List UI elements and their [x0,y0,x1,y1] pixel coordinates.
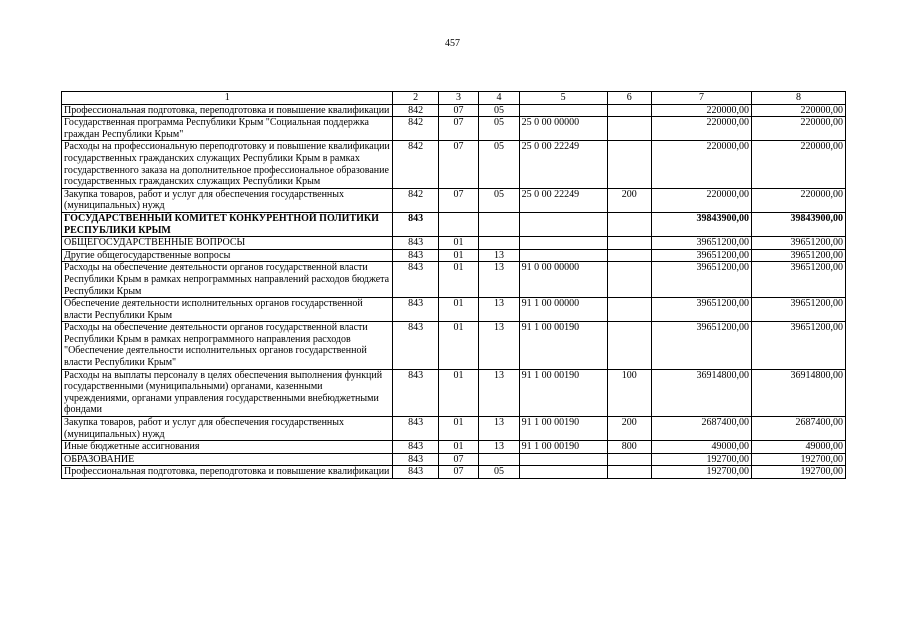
expense-type-cell [607,466,651,479]
amount-cell: 2687400,00 [651,417,751,441]
table-row [62,249,846,262]
subsection-code-cell: 05 [479,104,519,117]
subsection-code-cell: 05 [479,188,519,212]
ministry-code-cell: 843 [393,237,438,250]
item-name-cell: ОБЩЕГОСУДАРСТВЕННЫЕ ВОПРОСЫ [62,237,393,250]
subsection-code-cell [479,212,519,236]
table-row [62,104,846,117]
expense-type-cell [607,141,651,188]
column-header: 4 [479,92,519,105]
subsection-code-cell: 13 [479,262,519,298]
section-code-cell: 01 [438,262,478,298]
section-code-cell: 07 [438,117,478,141]
table-row [62,417,846,441]
expense-type-cell [607,117,651,141]
item-name-cell: Обеспечение деятельности исполнительных органов государственной власти Республики Крым [62,298,393,322]
ministry-code-cell: 843 [393,298,438,322]
ministry-code-cell: 843 [393,453,438,466]
item-name-cell: Расходы на обеспечение деятельности органов государственной власти Республики Крым в рамках непрограммного направления расходов "Обеспечение деятельности исполнительных органов государственной власти Республики Крым" [62,322,393,369]
target-article-cell [519,212,607,236]
subsection-code-cell: 13 [479,369,519,416]
ministry-code-cell: 843 [393,322,438,369]
amount-cell: 39651200,00 [752,249,846,262]
ministry-code-cell: 843 [393,466,438,479]
table-row [62,237,846,250]
amount-cell: 220000,00 [752,188,846,212]
table-row [62,466,846,479]
amount-cell: 49000,00 [752,441,846,454]
section-code-cell: 01 [438,249,478,262]
amount-cell: 220000,00 [752,141,846,188]
target-article-cell: 25 0 00 22249 [519,188,607,212]
ministry-code-cell: 843 [393,417,438,441]
section-code-cell: 01 [438,369,478,416]
amount-cell: 220000,00 [651,104,751,117]
section-code-cell [438,212,478,236]
expense-type-cell: 200 [607,188,651,212]
expense-type-cell [607,298,651,322]
item-name-cell: Расходы на выплаты персоналу в целях обеспечения выполнения функций государственными (муниципальными) органами, казенными учреждениями, органами управления государственными внебюджетными фондами [62,369,393,416]
expense-type-cell [607,212,651,236]
column-header: 6 [607,92,651,105]
amount-cell: 39651200,00 [752,237,846,250]
column-header: 5 [519,92,607,105]
amount-cell: 36914800,00 [651,369,751,416]
amount-cell: 192700,00 [752,453,846,466]
item-name-cell: Закупка товаров, работ и услуг для обеспечения государственных (муниципальных) нужд [62,417,393,441]
amount-cell: 192700,00 [752,466,846,479]
subsection-code-cell: 05 [479,141,519,188]
ministry-code-cell: 842 [393,117,438,141]
section-code-cell: 07 [438,104,478,117]
table-row [62,322,846,369]
amount-cell: 220000,00 [752,117,846,141]
subsection-code-cell: 13 [479,441,519,454]
item-name-cell: ГОСУДАРСТВЕННЫЙ КОМИТЕТ КОНКУРЕНТНОЙ ПОЛИТИКИ РЕСПУБЛИКИ КРЫМ [62,212,393,236]
expense-type-cell [607,237,651,250]
ministry-code-cell: 842 [393,104,438,117]
target-article-cell: 25 0 00 22249 [519,141,607,188]
amount-cell: 220000,00 [752,104,846,117]
section-code-cell: 07 [438,453,478,466]
expense-type-cell [607,104,651,117]
section-code-cell: 01 [438,441,478,454]
target-article-cell [519,237,607,250]
amount-cell: 39651200,00 [651,262,751,298]
target-article-cell: 91 0 00 00000 [519,262,607,298]
ministry-code-cell: 843 [393,212,438,236]
target-article-cell [519,104,607,117]
subsection-code-cell: 13 [479,417,519,441]
column-header: 1 [62,92,393,105]
subsection-code-cell: 13 [479,322,519,369]
expense-type-cell: 100 [607,369,651,416]
column-header: 3 [438,92,478,105]
table-row [62,141,846,188]
amount-cell: 2687400,00 [752,417,846,441]
item-name-cell: Закупка товаров, работ и услуг для обеспечения государственных (муниципальных) нужд [62,188,393,212]
item-name-cell: Расходы на профессиональную переподготовку и повышение квалификации государственных гражданских служащих Республики Крым в рамках государственного заказа на дополнительное профессиональное образование государственных гражданских служащих Республики Крым [62,141,393,188]
expense-type-cell: 800 [607,441,651,454]
column-header: 8 [752,92,846,105]
expense-type-cell [607,453,651,466]
amount-cell: 39651200,00 [651,298,751,322]
table-row [62,369,846,416]
item-name-cell: Профессиональная подготовка, переподготовка и повышение квалификации [62,104,393,117]
section-code-cell: 01 [438,298,478,322]
ministry-code-cell: 842 [393,188,438,212]
ministry-code-cell: 843 [393,369,438,416]
amount-cell: 36914800,00 [752,369,846,416]
target-article-cell [519,453,607,466]
amount-cell: 39651200,00 [651,249,751,262]
section-code-cell: 01 [438,237,478,250]
target-article-cell [519,249,607,262]
amount-cell: 39651200,00 [752,298,846,322]
ministry-code-cell: 842 [393,141,438,188]
table-row [62,441,846,454]
subsection-code-cell: 05 [479,117,519,141]
target-article-cell: 91 1 00 00190 [519,417,607,441]
target-article-cell: 91 1 00 00190 [519,369,607,416]
table-row [62,262,846,298]
amount-cell: 39843900,00 [651,212,751,236]
budget-table [61,91,846,479]
amount-cell: 39651200,00 [651,237,751,250]
ministry-code-cell: 843 [393,262,438,298]
subsection-code-cell: 13 [479,249,519,262]
item-name-cell: Профессиональная подготовка, переподготовка и повышение квалификации [62,466,393,479]
table-row [62,117,846,141]
section-code-cell: 01 [438,322,478,369]
item-name-cell: ОБРАЗОВАНИЕ [62,453,393,466]
subsection-code-cell: 13 [479,298,519,322]
item-name-cell: Расходы на обеспечение деятельности органов государственной власти Республики Крым в рамках непрограммных направлений расходов бюджета Республики Крым [62,262,393,298]
amount-cell: 39651200,00 [752,262,846,298]
section-code-cell: 01 [438,417,478,441]
expense-type-cell: 200 [607,417,651,441]
subsection-code-cell [479,453,519,466]
table-row [62,298,846,322]
amount-cell: 49000,00 [651,441,751,454]
expense-type-cell [607,249,651,262]
table-row [62,188,846,212]
target-article-cell: 91 1 00 00190 [519,441,607,454]
page-number: 457 [445,38,460,49]
target-article-cell [519,466,607,479]
subsection-code-cell [479,237,519,250]
amount-cell: 220000,00 [651,141,751,188]
item-name-cell: Иные бюджетные ассигнования [62,441,393,454]
amount-cell: 39651200,00 [651,322,751,369]
expense-type-cell [607,262,651,298]
column-header: 2 [393,92,438,105]
column-header: 7 [651,92,751,105]
target-article-cell: 25 0 00 00000 [519,117,607,141]
section-code-cell: 07 [438,466,478,479]
ministry-code-cell: 843 [393,249,438,262]
amount-cell: 192700,00 [651,453,751,466]
expense-type-cell [607,322,651,369]
ministry-code-cell: 843 [393,441,438,454]
subsection-code-cell: 05 [479,466,519,479]
table-row [62,453,846,466]
target-article-cell: 91 1 00 00000 [519,298,607,322]
target-article-cell: 91 1 00 00190 [519,322,607,369]
amount-cell: 39843900,00 [752,212,846,236]
amount-cell: 220000,00 [651,117,751,141]
table-row [62,212,846,236]
amount-cell: 192700,00 [651,466,751,479]
item-name-cell: Государственная программа Республики Крым "Социальная поддержка граждан Республики Крым" [62,117,393,141]
section-code-cell: 07 [438,141,478,188]
item-name-cell: Другие общегосударственные вопросы [62,249,393,262]
amount-cell: 220000,00 [651,188,751,212]
table-body [62,104,846,478]
section-code-cell: 07 [438,188,478,212]
amount-cell: 39651200,00 [752,322,846,369]
column-number-row [62,92,846,105]
